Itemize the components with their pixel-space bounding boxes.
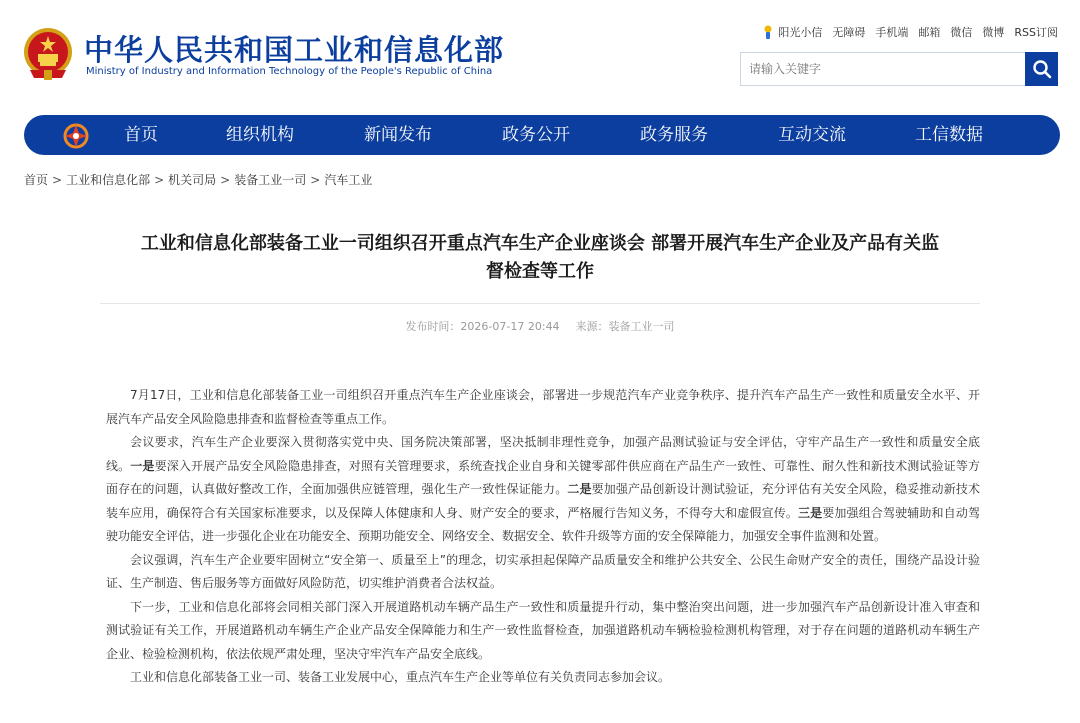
site-header [0,0,1080,110]
paragraph-text: 要加强产品创新设计测试验证，充分评估有关安全风险，稳妥推动新技术装车应用，确保符合有关国家标准要求，以及保障人体健康和人身、财产安全的要求，严格履行告知义务，不得夸大和虚假宣传。 [106,482,980,520]
article-paragraph [106,431,980,549]
breadcrumb-departments[interactable]: 机关司局 [168,173,217,187]
article-paragraph [106,384,980,431]
paragraph-text: 要加强组合驾驶辅助和自动驾驶功能安全评估，进一步强化企业在功能安全、预期功能安全、网络安全、数据安全、软件升级等方面的安全保障能力，加强安全事件监测和处置。 [106,505,980,543]
breadcrumb-separator: > [220,173,231,187]
breadcrumb-separator: > [310,173,321,187]
breadcrumb-separator: > [154,173,165,187]
paragraph-text: 7月17日，工业和信息化部装备工业一司组织召开重点汽车生产企业座谈会，部署进一步规范汽车产业竞争秩序、提升汽车产品生产一致性和质量安全水平、开展汽车产品安全风险隐患排查和监督检查等重点工作。 [106,388,980,426]
article-paragraph [106,549,980,596]
toplink-wechat[interactable]: 微信 [950,26,973,39]
article-paragraph [106,666,980,690]
top-links [762,24,1058,40]
article-title-line: 督检查等工作 [486,261,594,282]
breadcrumb-ministry[interactable]: 工业和信息化部 [66,173,151,187]
toplink-mobile[interactable]: 手机端 [875,26,909,39]
publish-time: 发布时间：2026-07-17 20:44 [405,320,560,333]
paragraph-text: 会议强调，汽车生产企业要牢固树立“安全第一、质量至上”的理念，切实承担起保障产品质量安全和维护公共安全、公民生命财产安全的责任，围绕产品设计验证、生产制造、售后服务等方面做好风险防范，切实维护消费者合法权益。 [106,552,980,590]
paragraph-text: 要深入开展产品安全风险隐患排查，对照有关管理要求，系统查找企业自身和关键零部件供应商在产品生产一致性、可靠性、耐久性和新技术测试验证等方面存在的问题，认真做好整改工作，全面加强供应链管理，强化生产一致性保证能力。 [106,458,980,496]
paragraph-emphasis: 一是 [130,458,155,473]
toplink-sunshine[interactable] [762,24,822,40]
nav-item-gov-services[interactable]: 政务服务 [640,125,708,145]
breadcrumb-auto-industry[interactable]: 汽车工业 [324,173,373,187]
site-title[interactable]: 中华人民共和国工业和信息化部 [84,33,505,67]
search-input[interactable] [741,53,1027,85]
toplink-weibo[interactable]: 微博 [982,26,1005,39]
article-title [100,230,980,286]
paragraph-text: 下一步，工业和信息化部将会同相关部门深入开展道路机动车辆产品生产一致性和质量提升行动，集中整治突出问题，进一步加强汽车产品创新设计准入审查和测试验证有关工作，开展道路机动车辆生产企业产品安全保障能力和生产一致性监督检查，加强道路机动车辆检验检测机构管理，对于存在问题的道路机动车辆生产企业、检验检测机构，依法依规严肃处理，坚决守牢汽车产品安全底线。 [106,599,980,661]
main-nav [24,115,1060,155]
toplink-accessibility[interactable]: 无障碍 [832,26,866,39]
paragraph-emphasis: 三是 [798,505,823,520]
toplink-mail[interactable]: 邮箱 [918,26,941,39]
toplink-rss[interactable]: RSS订阅 [1014,26,1058,39]
paragraph-text: 会议要求，汽车生产企业要深入贯彻落实党中央、国务院决策部署，坚决抵制非理性竞争，加强产品测试验证与安全评估，守牢产品生产一致性和质量安全底线。 [106,435,980,473]
site-subtitle: Ministry of Industry and Information Technology of the People's Republic of China [86,66,493,77]
nav-item-news[interactable]: 新闻发布 [364,125,432,145]
toplink-label: 阳光小信 [778,26,823,39]
article-meta [100,318,980,334]
breadcrumb-separator: > [52,173,63,187]
article-title-line: 工业和信息化部装备工业一司组织召开重点汽车生产企业座谈会 部署开展汽车生产企业及产品有关监 [140,233,940,254]
nav-item-gov-affairs[interactable]: 政务公开 [502,125,570,145]
search-box [740,52,1058,86]
nav-item-interaction[interactable]: 互动交流 [778,125,846,145]
breadcrumb-equipment-dept[interactable]: 装备工业一司 [234,173,307,187]
breadcrumb-home[interactable]: 首页 [24,173,49,187]
national-emblem-icon[interactable] [22,26,74,82]
title-divider [100,303,980,304]
search-button[interactable] [1025,52,1058,86]
nav-item-data[interactable]: 工信数据 [915,125,983,145]
sunshine-mascot-icon [762,25,774,39]
article-body [106,384,980,690]
paragraph-text: 工业和信息化部装备工业一司、装备工业发展中心，重点汽车生产企业等单位有关负责同志参加会议。 [130,670,671,684]
nav-item-home[interactable]: 首页 [124,125,158,145]
breadcrumb [24,171,372,188]
article-paragraph [106,596,980,667]
ministry-logo-icon [62,122,90,150]
paragraph-emphasis: 二是 [567,482,592,496]
nav-item-organization[interactable]: 组织机构 [226,125,294,145]
article-source: 来源：装备工业一司 [575,320,675,333]
search-icon [1032,59,1052,79]
